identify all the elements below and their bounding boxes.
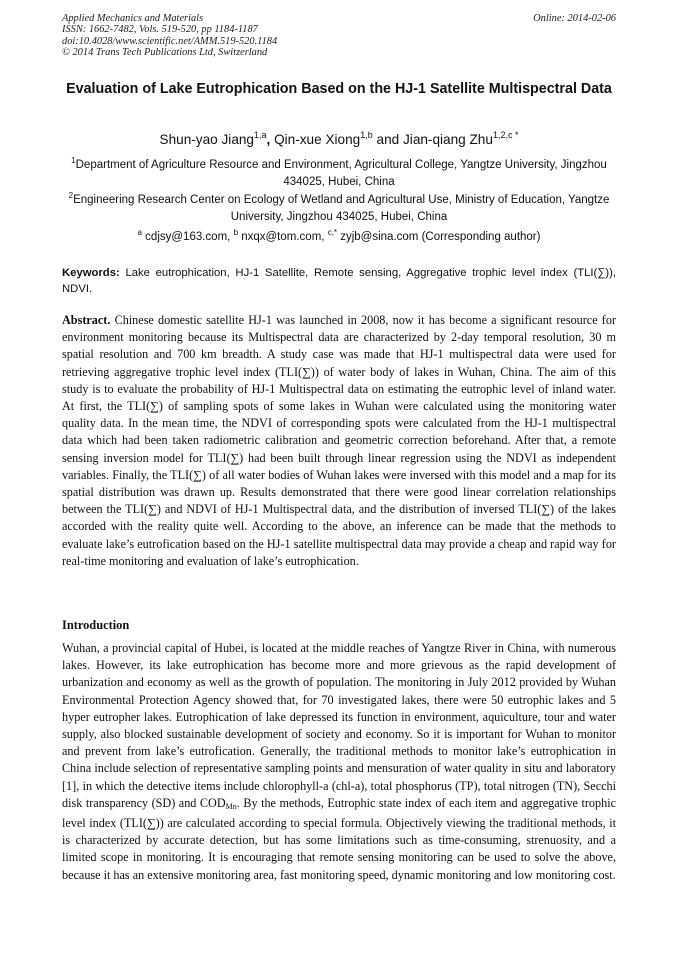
keywords xyxy=(62,265,616,297)
author-list: Shun-yao Jiang$^{1,a}$, Qin-xue Xiong$^{1,b}$ and Jian-qiang Zhu$^{1,2,c *}$ xyxy=(159,130,519,147)
affiliation-number: 1 xyxy=(71,156,76,165)
affiliation-text: Department of Agriculture Resource and Environment, Agricultural College, Yangtze University, Jingzhou 434025, Hubei, China xyxy=(75,159,607,188)
author-name: Shun-yao Jiang xyxy=(159,132,254,147)
email-address: nxqx@tom.com, xyxy=(241,231,325,243)
online-date: Online: 2014-02-06 xyxy=(533,13,616,24)
author-superscript: 1,a xyxy=(254,130,267,140)
email-superscript: b xyxy=(233,228,239,237)
keywords-text: Lake eutrophication, HJ-1 Satellite, Remote sensing, Aggregative trophic level index (TLI(∑)), NDVI. xyxy=(62,267,617,295)
email-line xyxy=(62,229,616,246)
keywords-label: Keywords: xyxy=(62,267,120,279)
copyright-line: © 2014 Trans Tech Publications Ltd, Switzerland xyxy=(62,47,268,59)
section-heading: Introduction xyxy=(62,618,130,632)
abstract-text: Chinese domestic satellite HJ-1 was launched in 2008, now it has become a significant resource for environment monitoring because its Multispectral data are characterized by 2-day temporal resolution, 30 m spatial resolution and 700 km breadth. A study case was made that HJ-1 multispectral data were used for retrieving aggregative trophic level index (TLI(∑)) of water body of lakes in Wuhan, China. The aim of this study is to evaluate the probability of HJ-1 Multispectral data on estimating the eutrophic level of inland water. At first, the TLI(∑) of sampling spots of some lakes in Wuhan were calculated using the monitoring water quality data. In the mean time, the NDVI of corresponding spots were calculated from the HJ-1 multispectral data which had been taken radiometric calibration and geometric correction beforehand. After that, a remote sensing inversion model for TLI(∑) had been built through linear regression using the NDVI as independent variables. Finally, the TLI(∑) of all water bodies of Wuhan lakes were inversed with this model and a map for its spatial distribution was drawn up. Results demonstrated that there were good linear correlation relationships between the TLI(∑) and NDVI of HJ-1 Multispectral data, and the distribution of inversed TLI(∑) of the lakes accorded with the reality quite well. According to the above, an inference can be made that the methods to evaluate lake’s eutrofication based on the HJ-1 satellite multispectral data may provide a cheap and rapid way for real-time monitoring and evaluation of lake’s eutrophication. xyxy=(62,313,617,568)
author-conjunction: and xyxy=(376,132,400,147)
author-name: Jian-qiang Zhu xyxy=(403,132,493,147)
affiliation-text: Engineering Research Center on Ecology of Wetland and Agricultural Use, Ministry of Education, Yangtze University, Jingzhou 434025, Hubei, China xyxy=(73,194,610,223)
journal-header xyxy=(62,13,616,59)
introduction-text-continued: . By the methods, Eutrophic state index of each item and aggregative trophic level index (TLI(∑)) are calculated according to special formula. Objectively viewing the traditional methods, it is characterized by accurate detection, but has some limitations such as time-consuming, strenuosity, and a limited scope in monitoring. It is encouraging that remote sensing monitoring can be used to solve the above, because it has an extensive monitoring area, fast monitoring speed, dynamic monitoring and low monitoring cost. xyxy=(62,795,616,882)
introduction-text: Wuhan, a provincial capital of Hubei, is located at the middle reaches of Yangtze River in China, with numerous lakes. However, its lake eutrophication has become more and more grievous as the rapid development of urbanization and economy as well as the growth of population. The monitoring in July 2012 provided by Wuhan Environmental Protection Agency showed that, for 70 investigated lakes, there were 50 eutrophic lakes and 5 hyper eutropher lakes. Eutrophication of lake depressed its function in environment, aquiculture, tour and water supply, also blocked sustainable development of society and economy. So it is important for Wuhan to monitor and prevent from lake’s eutrofication. Generally, the traditional methods to monitor lake’s eutrophication in China include selection of representative sampling points and mensuration of water quality in situ and laboratory [1], in which the detective items include chlorophyll-a (chl-a), total phosphorus (TP), total nitrogen (TN), Secchi disk transparency (SD) and COD xyxy=(62,641,616,810)
introduction-paragraph xyxy=(62,640,616,884)
journal-name: Applied Mechanics and Materials xyxy=(62,13,204,24)
author-name: Qin-xue Xiong xyxy=(274,132,361,147)
email-superscript: c,* xyxy=(327,228,338,237)
email-address: zyjb@sina.com (Corresponding author) xyxy=(340,231,541,243)
abstract-label: Abstract. xyxy=(62,313,111,327)
paper-title: Evaluation of Lake Eutrophication Based on the HJ-1 Satellite Multispectral Data xyxy=(66,81,612,97)
author-superscript: 1,b xyxy=(360,130,373,140)
email-address: cdjsy@163.com, xyxy=(145,231,231,243)
affiliation-2 xyxy=(62,192,616,225)
issn-line: ISSN: 1662-7482, Vols. 519-520, pp 1184-1187 xyxy=(62,24,258,36)
subscript: Mn xyxy=(225,801,237,811)
affiliation-1 xyxy=(62,157,616,190)
author-superscript: 1,2,c * xyxy=(492,130,519,140)
email-superscript: a xyxy=(137,228,142,237)
doi-line: doi:10.4028/www.scientific.net/AMM.519-520.1184 xyxy=(62,35,278,47)
affiliation-number: 2 xyxy=(68,191,74,200)
abstract xyxy=(62,312,616,570)
